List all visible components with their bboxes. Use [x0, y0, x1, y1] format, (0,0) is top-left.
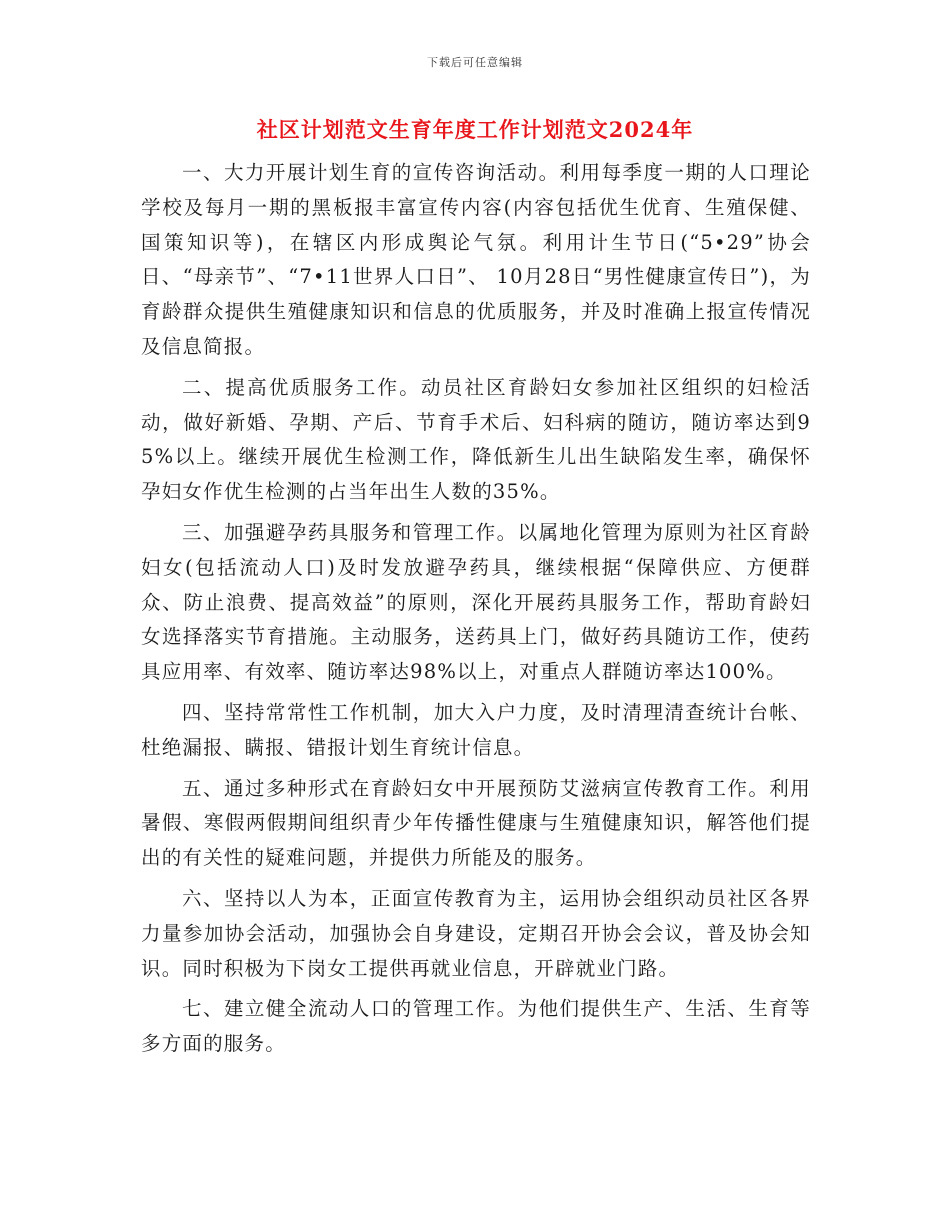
- paragraph-5: 五、通过多种形式在育龄妇女中开展预防艾滋病宣传教育工作。利用暑假、寒假两假期间组织青少年传播性健康与生殖健康知识，解答他们提出的有关性的疑难问题，并提供力所能及的服务。: [141, 776, 811, 870]
- paragraph-1: 一、大力开展计划生育的宣传咨询活动。利用每季度一期的人口理论学校及每月一期的黑板报丰富宣传内容(内容包括优生优育、生殖保健、国策知识等)，在辖区内形成舆论气氛。利用计生节日(“5•29”协会日、“母亲节”、“7•11世界人口日”、 10月28日“男性健康宣传日”)，为育龄群众提供生殖健康知识和信息的优质服务，并及时准确上报宣传情况及信息简报。: [141, 161, 811, 358]
- paragraph-7: 七、建立健全流动人口的管理工作。为他们提供生产、生活、生育等多方面的服务。: [141, 997, 811, 1056]
- paragraph-6: 六、坚持以人为本，正面宣传教育为主，运用协会组织动员社区各界力量参加协会活动，加强协会自身建设，定期召开协会会议，普及协会知识。同时积极为下岗女工提供再就业信息，开辟就业门路。: [141, 886, 811, 980]
- document-body: [141, 156, 811, 1068]
- paragraph-3: 三、加强避孕药具服务和管理工作。以属地化管理为原则为社区育龄妇女(包括流动人口)及时发放避孕药具，继续根据“保障供应、方便群众、防止浪费、提高效益”的原则，深化开展药具服务工作，帮助育龄妇女选择落实节育措施。主动服务，送药具上门，做好药具随访工作，使药具应用率、有效率、随访率达98%以上，对重点人群随访率达100%。: [141, 520, 811, 684]
- paragraph-2: 二、提高优质服务工作。动员社区育龄妇女参加社区组织的妇检活动，做好新婚、孕期、产后、节育手术后、妇科病的随访，随访率达到95%以上。继续开展优生检测工作，降低新生儿出生缺陷发生率，确保怀孕妇女作优生检测的占当年出生人数的35%。: [141, 375, 811, 504]
- paragraph-4: 四、坚持常常性工作机制，加大入户力度，及时清理清查统计台帐、杜绝漏报、瞒报、错报计划生育统计信息。: [141, 700, 811, 759]
- header-note: 下载后可任意编辑: [427, 56, 523, 69]
- document-title: 社区计划范文生育年度工作计划范文2024年: [256, 117, 694, 142]
